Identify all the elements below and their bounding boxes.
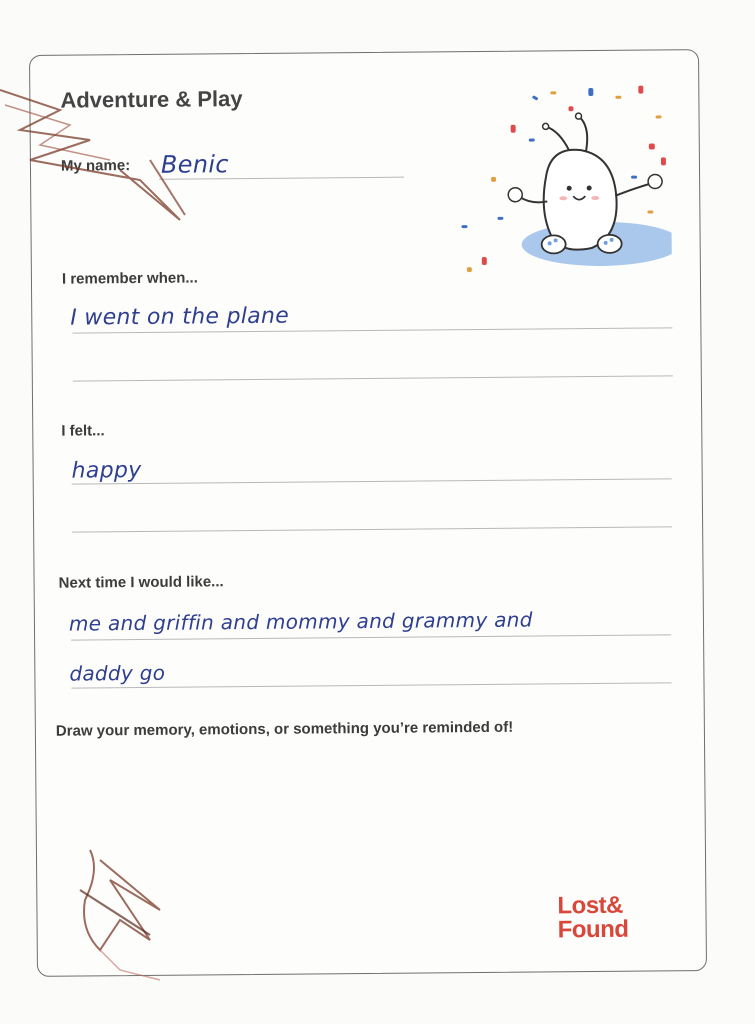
draw-prompt: Draw your memory, emotions, or something you’re reminded of! [55, 718, 514, 740]
remember-label: I remember when... [61, 269, 198, 288]
name-label: My name: [60, 157, 131, 175]
next-value-line-1: me and griffin and mommy and grammy and [68, 607, 533, 636]
name-value: Benic [160, 150, 229, 179]
celebrating-bug-mascot-icon [450, 75, 672, 277]
remember-value: I went on the plane [70, 303, 290, 331]
sheet-title: Adventure & Play [60, 86, 243, 113]
logo-line-2: Found [557, 915, 629, 944]
next-label: Next time I would like... [58, 573, 224, 592]
remember-line-2 [73, 375, 673, 381]
felt-line-2 [72, 526, 672, 532]
lost-and-found-logo [557, 893, 667, 942]
felt-line-1 [72, 478, 672, 484]
activity-sheet [29, 49, 707, 977]
felt-label: I felt... [61, 422, 105, 440]
next-value-line-2: daddy go [69, 660, 166, 686]
felt-value: happy [71, 457, 142, 484]
next-line-1 [71, 634, 671, 640]
logo-line-1: Lost& [557, 891, 624, 920]
